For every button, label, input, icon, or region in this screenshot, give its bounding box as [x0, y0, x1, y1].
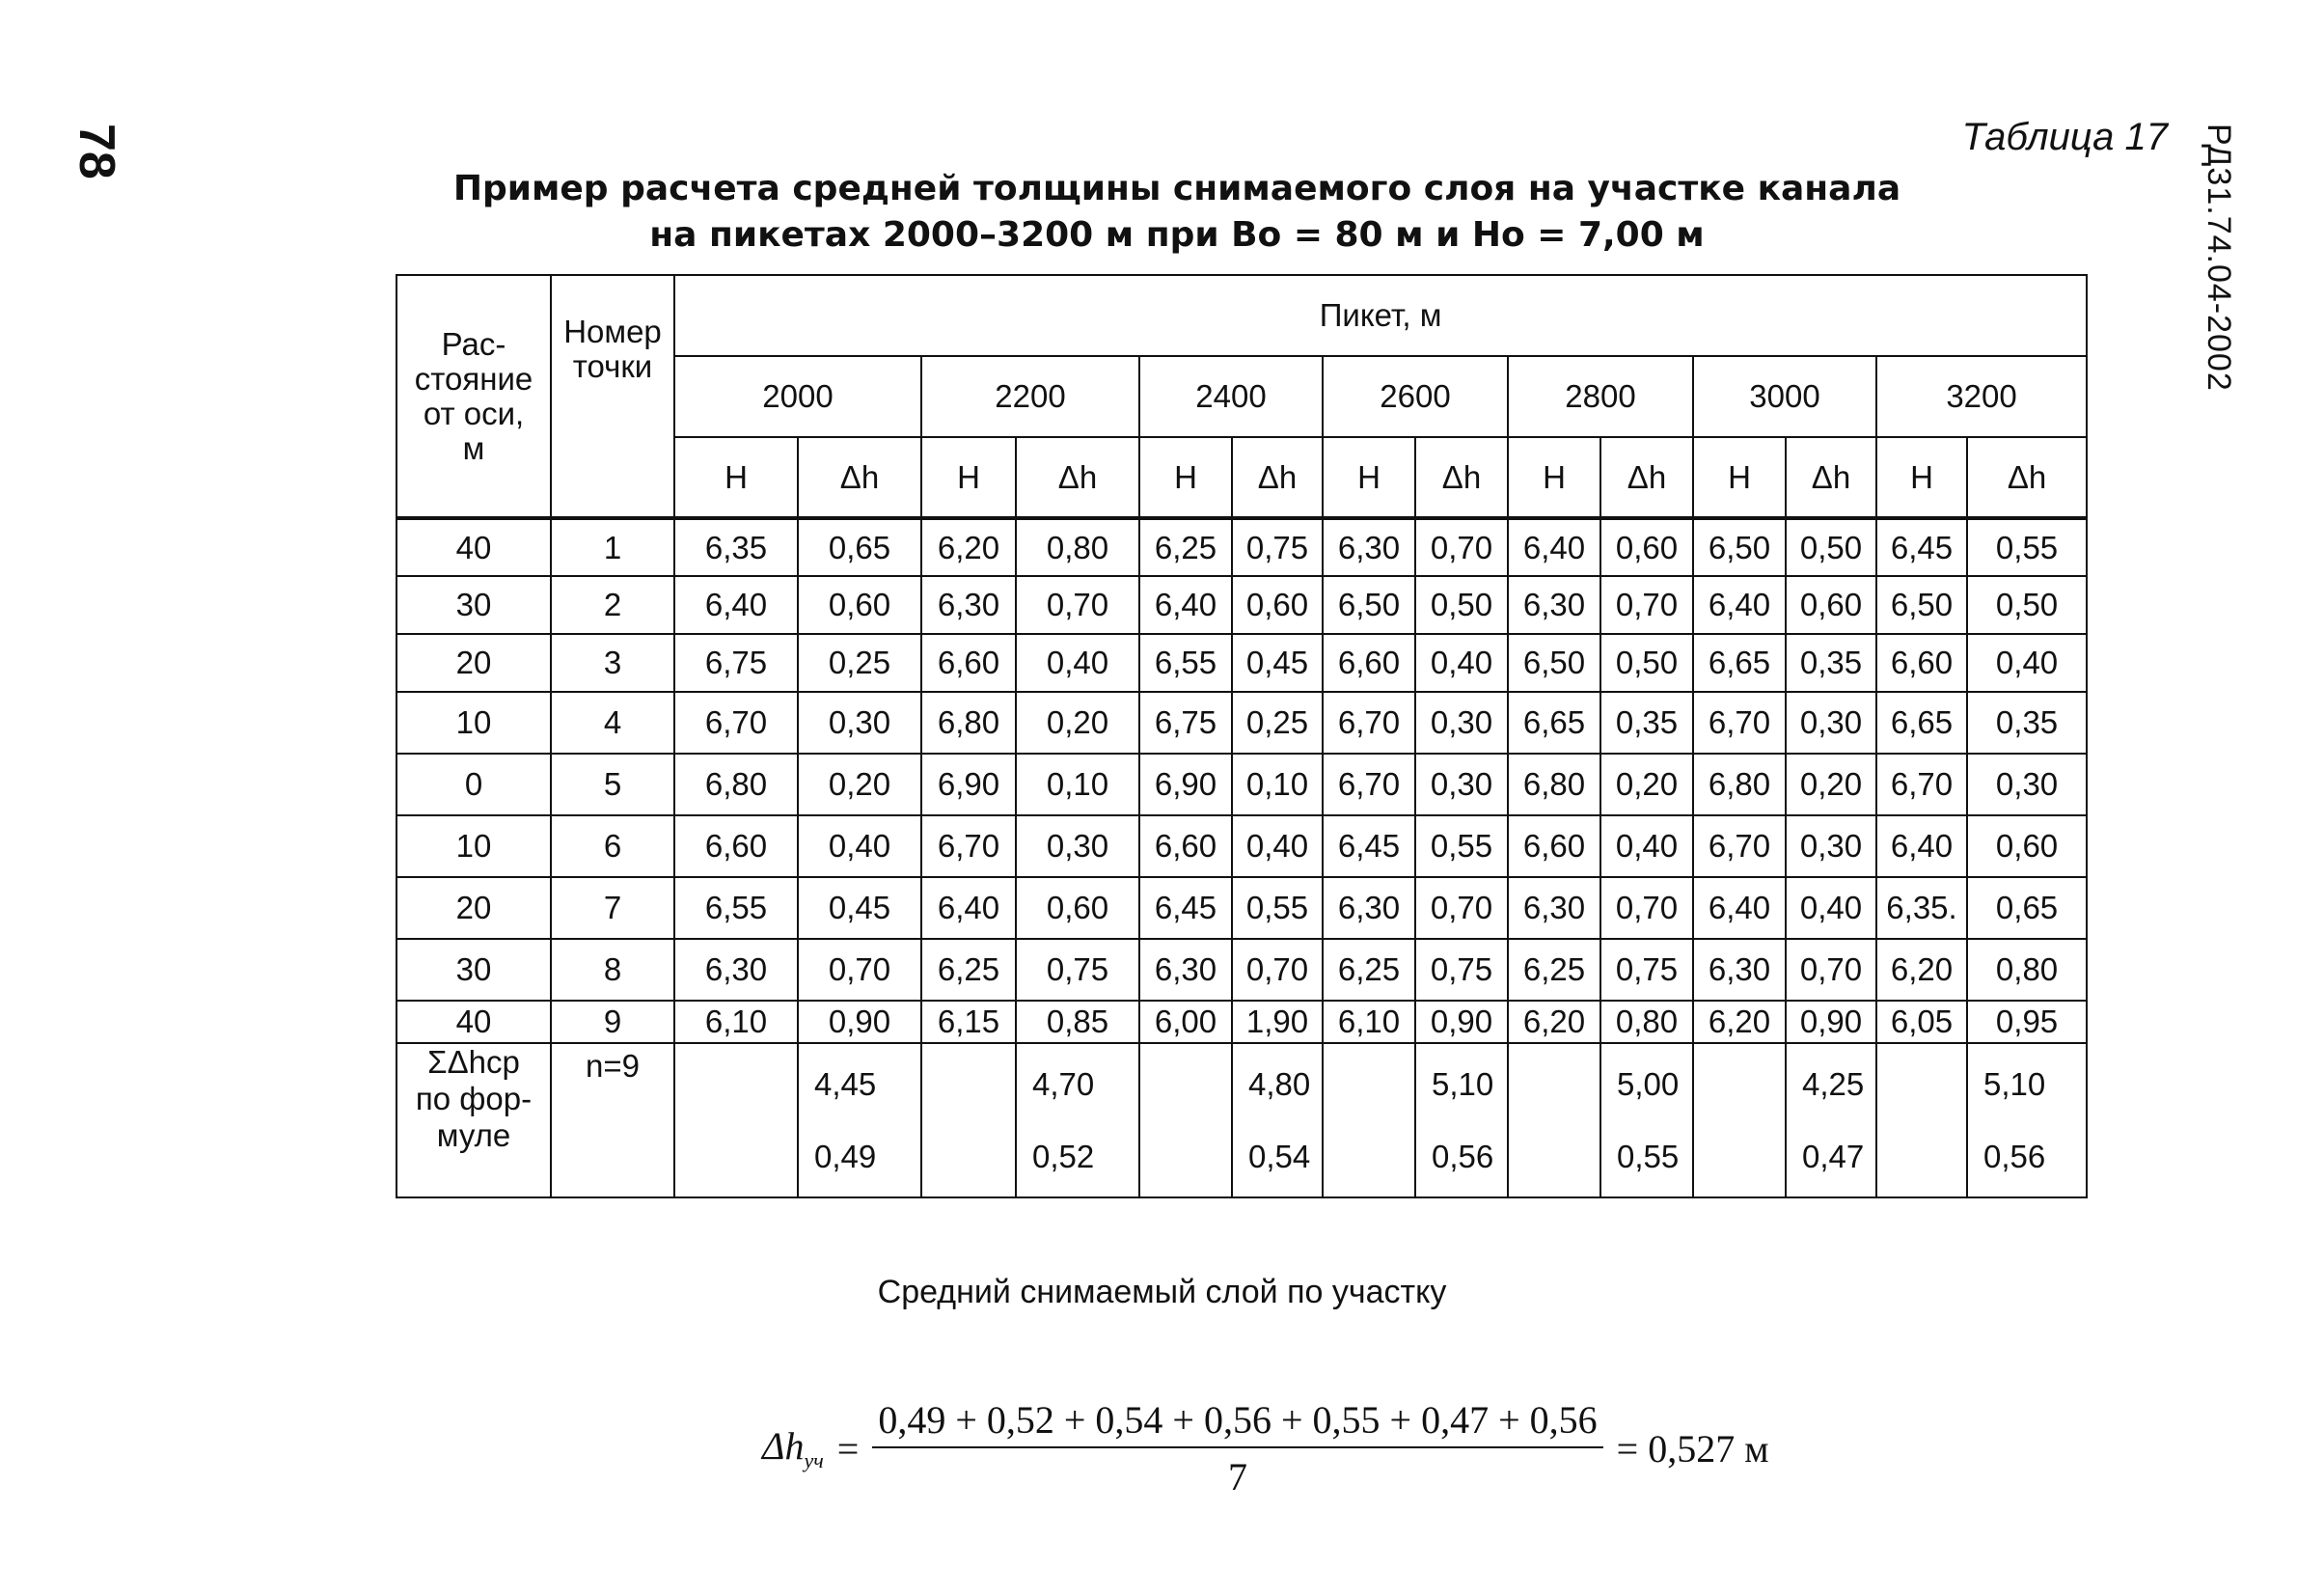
- cell-h: 6,60: [1876, 634, 1967, 692]
- cell-h: 6,40: [921, 877, 1016, 939]
- cell-dh: 0,50: [1600, 634, 1693, 692]
- cell-h: 6,65: [1876, 692, 1967, 754]
- cell-point-number: 1: [551, 518, 674, 576]
- summary-label: ΣΔhср по фор- муле: [396, 1043, 551, 1197]
- table-row: [396, 815, 2087, 877]
- cell-dh: 0,60: [798, 576, 921, 634]
- cell-point-number: 8: [551, 939, 674, 1001]
- cell-dh: 0,80: [1600, 1001, 1693, 1043]
- cell-dh: 0,85: [1016, 1001, 1139, 1043]
- table-row: [396, 754, 2087, 815]
- cell-dh: 0,90: [1415, 1001, 1508, 1043]
- cell-dh: 0,60: [1600, 518, 1693, 576]
- cell-dh: 0,60: [1786, 576, 1876, 634]
- header-dh-2200: Δh: [1016, 437, 1139, 518]
- cell-h: 6,30: [1508, 877, 1600, 939]
- summary-sum: 4,80: [1248, 1065, 1311, 1102]
- cell-h: 6,15: [921, 1001, 1016, 1043]
- cell-h: 6,05: [1876, 1001, 1967, 1043]
- cell-h: 6,80: [921, 692, 1016, 754]
- cell-dh: 0,50: [1415, 576, 1508, 634]
- header-distance: Рас- стояние от оси, м: [396, 275, 551, 518]
- header-picket-3200: 3200: [1876, 356, 2087, 437]
- cell-dh: 0,75: [1016, 939, 1139, 1001]
- cell-dh: 0,25: [1232, 692, 1323, 754]
- header-h-2800: H: [1508, 437, 1600, 518]
- document-code: РД31.74.04-2002: [2201, 124, 2237, 392]
- cell-h: 6,70: [674, 692, 798, 754]
- cell-h: 6,65: [1508, 692, 1600, 754]
- cell-dh: 0,90: [798, 1001, 921, 1043]
- cell-distance: 10: [396, 815, 551, 877]
- cell-dh: 0,60: [1016, 877, 1139, 939]
- cell-distance: 0: [396, 754, 551, 815]
- cell-h: 6,30: [921, 576, 1016, 634]
- table-row: [396, 576, 2087, 634]
- cell-dh: 0,20: [1600, 754, 1693, 815]
- cell-dh: 0,60: [1232, 576, 1323, 634]
- cell-point-number: 6: [551, 815, 674, 877]
- cell-h: 6,80: [1693, 754, 1786, 815]
- cell-dh: 0,55: [1967, 518, 2087, 576]
- title-line-2: на пикетах 2000–3200 м при Bo = 80 м и Ho = 7,00 м: [649, 215, 1705, 255]
- cell-h: 6,20: [1876, 939, 1967, 1001]
- cell-dh: 0,30: [1967, 754, 2087, 815]
- cell-h: 6,70: [1876, 754, 1967, 815]
- header-dh-3200: Δh: [1967, 437, 2087, 518]
- cell-dh: 0,30: [798, 692, 921, 754]
- cell-dh: 0,70: [1600, 877, 1693, 939]
- summary-sum: 5,00: [1617, 1065, 1680, 1102]
- summary-blank: [1323, 1043, 1415, 1197]
- cell-h: 6,90: [921, 754, 1016, 815]
- header-point-number: Номер точки: [551, 275, 674, 518]
- cell-dh: 0,30: [1016, 815, 1139, 877]
- cell-h: 6,50: [1693, 518, 1786, 576]
- summary-sum: 5,10: [1432, 1065, 1494, 1102]
- cell-dh: 0,35: [1786, 634, 1876, 692]
- header-picket-2000: 2000: [674, 356, 921, 437]
- header-h-3200: H: [1876, 437, 1967, 518]
- cell-dh: 0,30: [1786, 692, 1876, 754]
- cell-dh: 0,75: [1232, 518, 1323, 576]
- cell-dh: 0,20: [798, 754, 921, 815]
- header-h-2000: H: [674, 437, 798, 518]
- summary-values: [1016, 1043, 1139, 1197]
- formula-lhs: $\Delta h_{уч}$: [762, 1424, 824, 1472]
- cell-dh: 0,40: [1232, 815, 1323, 877]
- summary-avg: 0,49: [814, 1138, 877, 1174]
- formula-result: = 0,527 м: [1616, 1426, 1769, 1471]
- cell-h: 6,80: [1508, 754, 1600, 815]
- header-picket-2400: 2400: [1139, 356, 1323, 437]
- cell-h: 6,10: [674, 1001, 798, 1043]
- cell-dh: 0,70: [1016, 576, 1139, 634]
- formula-denominator: 7: [1227, 1455, 1247, 1499]
- cell-point-number: 4: [551, 692, 674, 754]
- cell-h: 6,20: [921, 518, 1016, 576]
- cell-h: 6,10: [1323, 1001, 1415, 1043]
- cell-dh: 0,70: [1600, 576, 1693, 634]
- cell-distance: 40: [396, 518, 551, 576]
- section-subtitle: Средний снимаемый слой по участку: [877, 1274, 1447, 1310]
- cell-h: 6,25: [1508, 939, 1600, 1001]
- summary-sum: 4,45: [814, 1065, 877, 1102]
- cell-h: 6,20: [1693, 1001, 1786, 1043]
- cell-dh: 0,70: [798, 939, 921, 1001]
- summary-blank: [1139, 1043, 1232, 1197]
- cell-dh: 0,75: [1600, 939, 1693, 1001]
- cell-point-number: 7: [551, 877, 674, 939]
- table-row: [396, 634, 2087, 692]
- cell-h: 6,35: [674, 518, 798, 576]
- summary-avg: 0,47: [1802, 1138, 1865, 1174]
- cell-h: 6,30: [1323, 518, 1415, 576]
- summary-blank: [1876, 1043, 1967, 1197]
- cell-h: 6,75: [1139, 692, 1232, 754]
- cell-dh: 0,70: [1232, 939, 1323, 1001]
- cell-dh: 0,10: [1232, 754, 1323, 815]
- cell-h: 6,25: [1139, 518, 1232, 576]
- cell-h: 6,40: [674, 576, 798, 634]
- cell-h: 6,45: [1139, 877, 1232, 939]
- cell-dh: 0,55: [1232, 877, 1323, 939]
- table-caption: Таблица 17: [1961, 116, 2168, 158]
- summary-avg: 0,56: [1432, 1138, 1494, 1174]
- header-h-2400: H: [1139, 437, 1232, 518]
- cell-dh: 0,50: [1967, 576, 2087, 634]
- header-dh-2600: Δh: [1415, 437, 1508, 518]
- cell-h: 6,70: [1693, 815, 1786, 877]
- cell-h: 6,50: [1323, 576, 1415, 634]
- header-picket-2200: 2200: [921, 356, 1139, 437]
- cell-dh: 0,70: [1786, 939, 1876, 1001]
- header-dh-2800: Δh: [1600, 437, 1693, 518]
- table-row: [396, 877, 2087, 939]
- cell-dh: 0,35: [1600, 692, 1693, 754]
- cell-h: 6,60: [921, 634, 1016, 692]
- cell-dh: 0,55: [1415, 815, 1508, 877]
- header-h-2600: H: [1323, 437, 1415, 518]
- cell-point-number: 5: [551, 754, 674, 815]
- summary-blank: [1693, 1043, 1786, 1197]
- formula: [762, 1397, 1769, 1499]
- cell-dh: 0,40: [1786, 877, 1876, 939]
- cell-dh: 0,30: [1786, 815, 1876, 877]
- cell-h: 6,40: [1508, 518, 1600, 576]
- header-picket: Пикет, м: [674, 275, 2087, 356]
- cell-h: 6,30: [1693, 939, 1786, 1001]
- cell-dh: 0,40: [1600, 815, 1693, 877]
- cell-dh: 0,95: [1967, 1001, 2087, 1043]
- summary-blank: [921, 1043, 1016, 1197]
- summary-values: [1415, 1043, 1508, 1197]
- summary-n: n=9: [551, 1043, 674, 1197]
- cell-dh: 1,90: [1232, 1001, 1323, 1043]
- cell-h: 6,60: [674, 815, 798, 877]
- cell-h: 6,40: [1693, 877, 1786, 939]
- cell-h: 6,25: [921, 939, 1016, 1001]
- cell-point-number: 3: [551, 634, 674, 692]
- summary-values: [1967, 1043, 2087, 1197]
- cell-dh: 0,60: [1967, 815, 2087, 877]
- header-dh-2000: Δh: [798, 437, 921, 518]
- cell-h: 6,60: [1323, 634, 1415, 692]
- cell-h: 6,30: [1139, 939, 1232, 1001]
- cell-dh: 0,40: [798, 815, 921, 877]
- summary-avg: 0,54: [1248, 1138, 1311, 1174]
- summary-values: [1600, 1043, 1693, 1197]
- cell-point-number: 2: [551, 576, 674, 634]
- summary-values: [798, 1043, 921, 1197]
- cell-dh: 0,70: [1415, 877, 1508, 939]
- cell-h: 6,50: [1508, 634, 1600, 692]
- cell-distance: 20: [396, 634, 551, 692]
- summary-sum: 4,70: [1032, 1065, 1095, 1102]
- cell-distance: 20: [396, 877, 551, 939]
- header-h-3000: H: [1693, 437, 1786, 518]
- cell-dh: 0,80: [1967, 939, 2087, 1001]
- cell-h: 6,60: [1508, 815, 1600, 877]
- summary-blank: [674, 1043, 798, 1197]
- cell-h: 6,65: [1693, 634, 1786, 692]
- cell-h: 6,70: [1323, 754, 1415, 815]
- calculation-table: [396, 274, 2088, 1198]
- cell-dh: 0,20: [1786, 754, 1876, 815]
- summary-values: [1232, 1043, 1323, 1197]
- table-row: [396, 518, 2087, 576]
- cell-h: 6,20: [1508, 1001, 1600, 1043]
- cell-h: 6,45: [1876, 518, 1967, 576]
- cell-dh: 0,50: [1786, 518, 1876, 576]
- cell-distance: 40: [396, 1001, 551, 1043]
- cell-dh: 0,20: [1016, 692, 1139, 754]
- page-title: [396, 166, 1958, 259]
- cell-h: 6,70: [921, 815, 1016, 877]
- cell-dh: 0,40: [1415, 634, 1508, 692]
- title-line-1: Пример расчета средней толщины снимаемого слоя на участке канала: [452, 169, 1901, 208]
- cell-dh: 0,30: [1415, 754, 1508, 815]
- summary-avg: 0,55: [1617, 1138, 1680, 1174]
- table-row: [396, 939, 2087, 1001]
- cell-h: 6,40: [1139, 576, 1232, 634]
- summary-sum: 4,25: [1802, 1065, 1865, 1102]
- cell-dh: 0,30: [1415, 692, 1508, 754]
- cell-dh: 0,65: [798, 518, 921, 576]
- cell-h: 6,90: [1139, 754, 1232, 815]
- header-h-2200: H: [921, 437, 1016, 518]
- header-picket-2800: 2800: [1508, 356, 1693, 437]
- header-dh-2400: Δh: [1232, 437, 1323, 518]
- summary-sum: 5,10: [1983, 1065, 2046, 1102]
- header-picket-2600: 2600: [1323, 356, 1508, 437]
- cell-h: 6,30: [674, 939, 798, 1001]
- cell-h: 6,25: [1323, 939, 1415, 1001]
- cell-h: 6,70: [1693, 692, 1786, 754]
- cell-h: 6,70: [1323, 692, 1415, 754]
- summary-values: [1786, 1043, 1876, 1197]
- cell-dh: 0,35: [1967, 692, 2087, 754]
- cell-h: 6,60: [1139, 815, 1232, 877]
- formula-numerator: 0,49 + 0,52 + 0,54 + 0,56 + 0,55 + 0,47 + 0,56: [872, 1397, 1602, 1448]
- table-row: [396, 692, 2087, 754]
- cell-h: 6,30: [1508, 576, 1600, 634]
- cell-distance: 30: [396, 939, 551, 1001]
- header-dh-3000: Δh: [1786, 437, 1876, 518]
- cell-dh: 0,70: [1415, 518, 1508, 576]
- cell-distance: 30: [396, 576, 551, 634]
- cell-dh: 0,80: [1016, 518, 1139, 576]
- cell-h: 6,75: [674, 634, 798, 692]
- cell-h: 6,35.: [1876, 877, 1967, 939]
- cell-dh: 0,65: [1967, 877, 2087, 939]
- cell-dh: 0,25: [798, 634, 921, 692]
- cell-dh: 0,75: [1415, 939, 1508, 1001]
- table-row: [396, 1001, 2087, 1043]
- cell-h: 6,45: [1323, 815, 1415, 877]
- cell-h: 6,00: [1139, 1001, 1232, 1043]
- cell-dh: 0,45: [1232, 634, 1323, 692]
- cell-h: 6,40: [1876, 815, 1967, 877]
- cell-dh: 0,40: [1967, 634, 2087, 692]
- formula-fraction: [872, 1397, 1602, 1499]
- summary-avg: 0,56: [1983, 1138, 2046, 1174]
- cell-h: 6,80: [674, 754, 798, 815]
- cell-dh: 0,90: [1786, 1001, 1876, 1043]
- cell-dh: 0,40: [1016, 634, 1139, 692]
- cell-dh: 0,10: [1016, 754, 1139, 815]
- cell-h: 6,50: [1876, 576, 1967, 634]
- page-number: 78: [68, 124, 124, 179]
- cell-dh: 0,45: [798, 877, 921, 939]
- cell-h: 6,40: [1693, 576, 1786, 634]
- summary-row: [396, 1043, 2087, 1197]
- formula-equals: =: [836, 1426, 860, 1471]
- summary-blank: [1508, 1043, 1600, 1197]
- cell-point-number: 9: [551, 1001, 674, 1043]
- cell-h: 6,55: [674, 877, 798, 939]
- summary-avg: 0,52: [1032, 1138, 1095, 1174]
- cell-distance: 10: [396, 692, 551, 754]
- cell-h: 6,55: [1139, 634, 1232, 692]
- header-picket-3000: 3000: [1693, 356, 1876, 437]
- cell-h: 6,30: [1323, 877, 1415, 939]
